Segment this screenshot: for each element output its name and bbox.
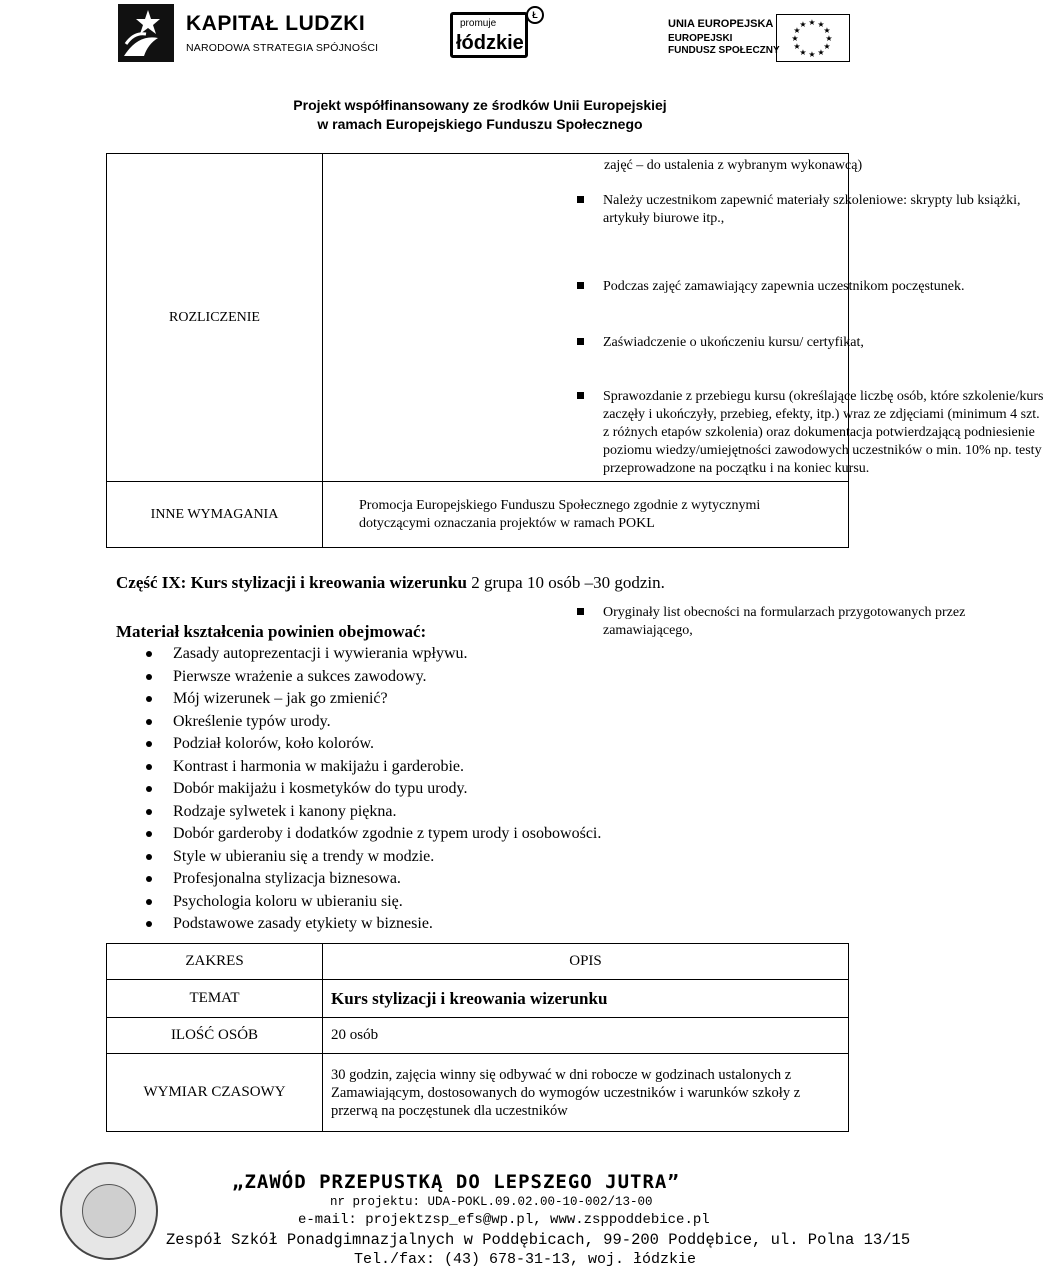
bullet-dot-icon (146, 674, 152, 680)
bullet-dot-icon (146, 809, 152, 815)
seal-center-emblem (82, 1184, 136, 1238)
list-item (573, 278, 1063, 296)
list-item (146, 801, 601, 824)
svg-text:★: ★ (791, 34, 799, 43)
bullet-dot-icon (146, 696, 152, 702)
square-bullet-icon (577, 608, 584, 615)
kapital-ludzki-emblem (118, 4, 174, 62)
list-item (146, 643, 601, 666)
square-bullet-icon (577, 282, 584, 289)
list-item (146, 913, 601, 936)
bullet-dot-icon (146, 764, 152, 770)
svg-text:★: ★ (817, 20, 825, 29)
bullet-dot-icon (146, 741, 152, 747)
footer-project-number: nr projektu: UDA-POKL.09.02.00-10-002/13-00 (330, 1195, 653, 1209)
course-table (106, 943, 849, 1132)
bullet-dot-icon (146, 921, 152, 927)
list-item-text: Zasady autoprezentacji i wywierania wpływu. (173, 645, 468, 662)
continued-text: zajęć – do ustalenia z wybranym wykonawcą) (604, 158, 863, 173)
ue-line-3: FUNDUSZ SPOŁECZNY (668, 45, 780, 56)
temat-label: TEMAT (107, 980, 323, 1018)
project-cofinance-line-1: Projekt współfinansowany ze środków Unii Europejskiej (293, 97, 667, 113)
bullet-dot-icon (146, 899, 152, 905)
svg-text:★: ★ (808, 18, 816, 27)
svg-text:★: ★ (793, 42, 801, 51)
svg-text:★: ★ (799, 20, 807, 29)
list-item-text: Określenie typów urody. (173, 712, 331, 730)
ue-line-1: UNIA EUROPEJSKA (668, 18, 774, 30)
footer-phone: Tel./fax: (43) 678-31-13, woj. łódzkie (354, 1251, 697, 1268)
list-item-text: Psychologia koloru w ubieraniu się. (173, 892, 403, 910)
inne-wymagania-label: INNE WYMAGANIA (107, 482, 323, 548)
square-bullet-icon (577, 338, 584, 345)
svg-text:★: ★ (808, 50, 816, 59)
opis-header: OPIS (323, 944, 849, 980)
square-bullet-icon (577, 196, 584, 203)
footer-email: e-mail: projektzsp_efs@wp.pl, www.zsppoddebice.pl (298, 1212, 710, 1228)
bullet-dot-icon (146, 651, 152, 657)
bullet-text: Sprawozdanie z przebiegu kursu (określające liczbę osób, które szkolenie/kurs zaczęły i ukończyły, przebieg, efekty, itp.) wraz ze zdjęciami (minimum 4 szt. z różnych etapów szkolenia) oraz dokumentacja potwierdzającą podniesienie poziomu wiedzy/umiejętności zawodowych uczestników o min. 10% np. testy przeprowadzone na początku i na koniec kursu. (603, 389, 1044, 476)
list-item-text: Mój wizerunek – jak go zmienić? (173, 690, 388, 707)
eu-flag-icon (776, 14, 850, 62)
zakres-header: ZAKRES (107, 944, 323, 980)
material-list (146, 643, 601, 936)
list-item-text: Dobór garderoby i dodatków zgodnie z typem urody i osobowości. (173, 825, 602, 842)
list-item (573, 334, 1043, 352)
footer-address: Zespół Szkół Ponadgimnazjalnych w Poddębicach, 99-200 Poddębice, ul. Polna 13/15 (166, 1231, 911, 1249)
list-item (146, 733, 601, 756)
list-item-text: Pierwsze wrażenie a sukces zawodowy. (173, 667, 427, 685)
list-item-text: Podział kolorów, koło kolorów. (173, 735, 375, 752)
promuje-lodzkie-logo (448, 6, 548, 66)
kl-title: KAPITAŁ LUDZKI (186, 12, 366, 35)
lodz-big-text: łódzkie (456, 32, 524, 54)
lodz-small-text: promuje (460, 18, 497, 29)
temat-value: Kurs stylizacji i kreowania wizerunku (323, 980, 849, 1018)
list-item-text: Style w ubieraniu się a trendy w modzie. (173, 847, 435, 865)
bullet-dot-icon (146, 786, 152, 792)
list-item (573, 388, 1045, 478)
bullet-text: Podczas zajęć zamawiający zapewnia uczestnikom poczęstunek. (603, 279, 965, 294)
material-heading: Materiał kształcenia powinien obejmować: (116, 622, 427, 641)
promotion-text: Promocja Europejskiego Funduszu Społecznego zgodnie z wytycznymi dotyczącymi oznaczania projektów w ramach POKL (359, 497, 761, 531)
list-item-text: Podstawowe zasady etykiety w biznesie. (173, 915, 433, 932)
lodz-mark: Ł (526, 6, 544, 24)
ue-line-2: EUROPEJSKI (668, 33, 733, 44)
inne-wymagania-content (323, 482, 849, 548)
kapital-ludzki-logo (118, 4, 379, 62)
svg-text:★: ★ (799, 48, 807, 57)
list-item-text: Dobór makijażu i kosmetyków do typu urody. (173, 780, 468, 797)
list-item (146, 846, 601, 869)
rozliczenie-label: ROZLICZENIE (107, 154, 323, 482)
part-heading (116, 573, 665, 593)
list-item (146, 823, 601, 846)
footer-motto: „ZAWÓD PRZEPUSTKĄ DO LEPSZEGO JUTRA” (232, 1171, 680, 1193)
bullet-dot-icon (146, 854, 152, 860)
bullet-dot-icon (146, 719, 152, 725)
svg-text:★: ★ (823, 42, 831, 51)
svg-text:★: ★ (823, 26, 831, 35)
project-cofinance-line-2: w ramach Europejskiego Funduszu Społecznego (317, 116, 643, 132)
bullet-text: Oryginały list obecności na formularzach przygotowanych przez zamawiającego, (603, 605, 966, 638)
bullet-dot-icon (146, 876, 152, 882)
ilosc-value: 20 osób (323, 1018, 849, 1054)
bullet-text: Należy uczestnikom zapewnić materiały szkoleniowe: skrypty lub książki, artykuły biurowe itp., (603, 193, 1021, 226)
list-item-text: Kontrast i harmonia w makijażu i garderobie. (173, 757, 465, 775)
kl-subtitle: NARODOWA STRATEGIA SPÓJNOŚCI (186, 42, 379, 54)
square-bullet-icon (577, 392, 584, 399)
list-item-text: Profesjonalna stylizacja biznesowa. (173, 870, 401, 887)
list-item (146, 778, 601, 801)
wymiar-value: 30 godzin, zajęcia winny się odbywać w dni robocze w godzinach ustalonych z Zamawiającym, dostosowanych do wymogów uczestników i warunków szkoły z przerwą na poczęstunek dla uczestników (323, 1054, 849, 1132)
part-details: 2 grupa 10 osób –30 godzin. (467, 573, 665, 592)
svg-text:★: ★ (793, 26, 801, 35)
list-item (573, 192, 1043, 228)
svg-text:★: ★ (817, 48, 825, 57)
ilosc-label: ILOŚĆ OSÓB (107, 1018, 323, 1054)
wymiar-label: WYMIAR CZASOWY (107, 1054, 323, 1132)
school-seal-logo (60, 1162, 158, 1260)
list-item (146, 891, 601, 914)
part-title: Kurs stylizacji i kreowania wizerunku (190, 573, 468, 592)
list-item (146, 756, 601, 779)
part-label: Część IX: (116, 573, 187, 592)
bullet-dot-icon (146, 831, 152, 837)
svg-text:★: ★ (825, 34, 833, 43)
list-item (573, 604, 1043, 640)
eu-logo (668, 14, 858, 62)
list-item (146, 711, 601, 734)
bullet-text: Zaświadczenie o ukończeniu kursu/ certyfikat, (603, 335, 864, 350)
list-item (146, 688, 601, 711)
list-item-text: Rodzaje sylwetek i kanony piękna. (173, 802, 397, 820)
list-item (146, 868, 601, 891)
list-item (146, 666, 601, 689)
